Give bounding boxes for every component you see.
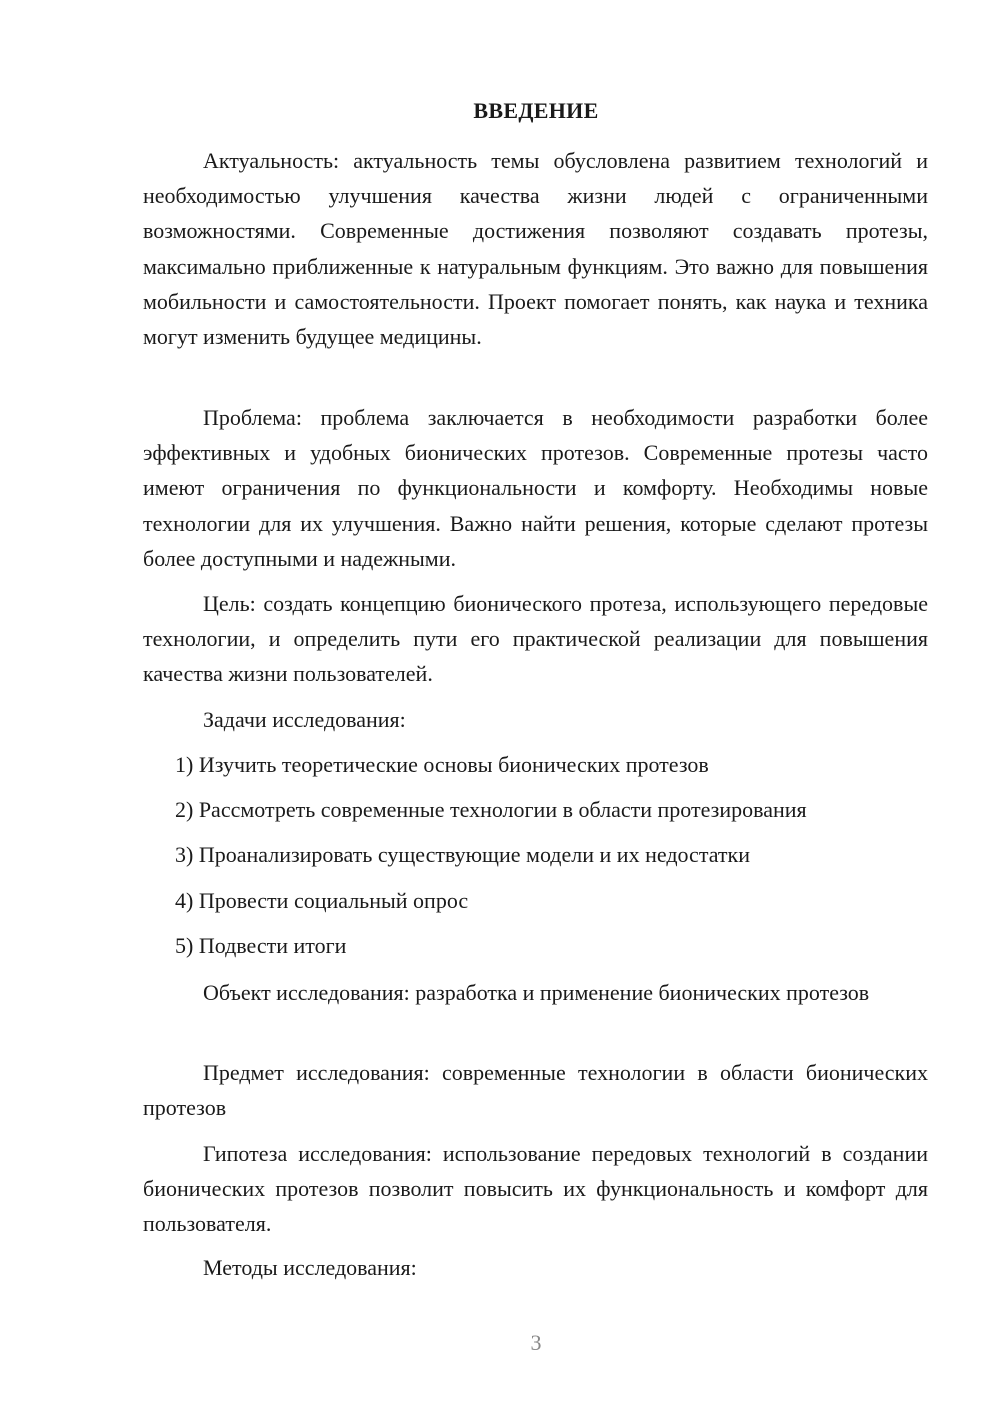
task-item: 2) Рассмотреть современные технологии в области протезирования	[175, 797, 807, 822]
paragraph-problem: Проблема: проблема заключается в необходимости разработки более эффективных и удобных бионических протезов. Современные протезы часто имеют ограничения по функциональности и комфорту. Необходимы новые технологии для их улучшения. Важно найти решения, которые сделают протезы более доступными и надежными.	[143, 405, 928, 571]
paragraph-relevance: Актуальность: актуальность темы обусловлена развитием технологий и необходимостью улучшения качества жизни людей с ограниченными возможностями. Современные достижения позволяют создавать протезы, максимально приближенные к натуральным функциям. Это важно для повышения мобильности и самостоятельности. Проект помогает понять, как наука и техника могут изменить будущее медицины.	[143, 148, 928, 350]
task-item: 4) Провести социальный опрос	[175, 888, 469, 913]
paragraph-subject: Предмет исследования: современные технологии в области бионических протезов	[143, 1060, 928, 1121]
methods-label: Методы исследования:	[203, 1255, 417, 1280]
section-heading: ВВЕДЕНИЕ	[473, 98, 599, 123]
task-item: 3) Проанализировать существующие модели и их недостатки	[175, 842, 750, 867]
task-item: 1) Изучить теоретические основы бионических протезов	[175, 752, 709, 777]
page-number: 3	[530, 1330, 542, 1355]
tasks-label: Задачи исследования:	[203, 707, 406, 732]
paragraph-object: Объект исследования: разработка и применение бионических протезов	[203, 980, 870, 1005]
task-item: 5) Подвести итоги	[175, 933, 347, 958]
paragraph-hypothesis: Гипотеза исследования: использование передовых технологий в создании бионических протезов позволит повысить их функциональность и комфорт для пользователя.	[143, 1141, 928, 1237]
paragraph-goal: Цель: создать концепцию бионического протеза, использующего передовые технологии, и определить пути его практической реализации для повышения качества жизни пользователей.	[143, 591, 928, 687]
